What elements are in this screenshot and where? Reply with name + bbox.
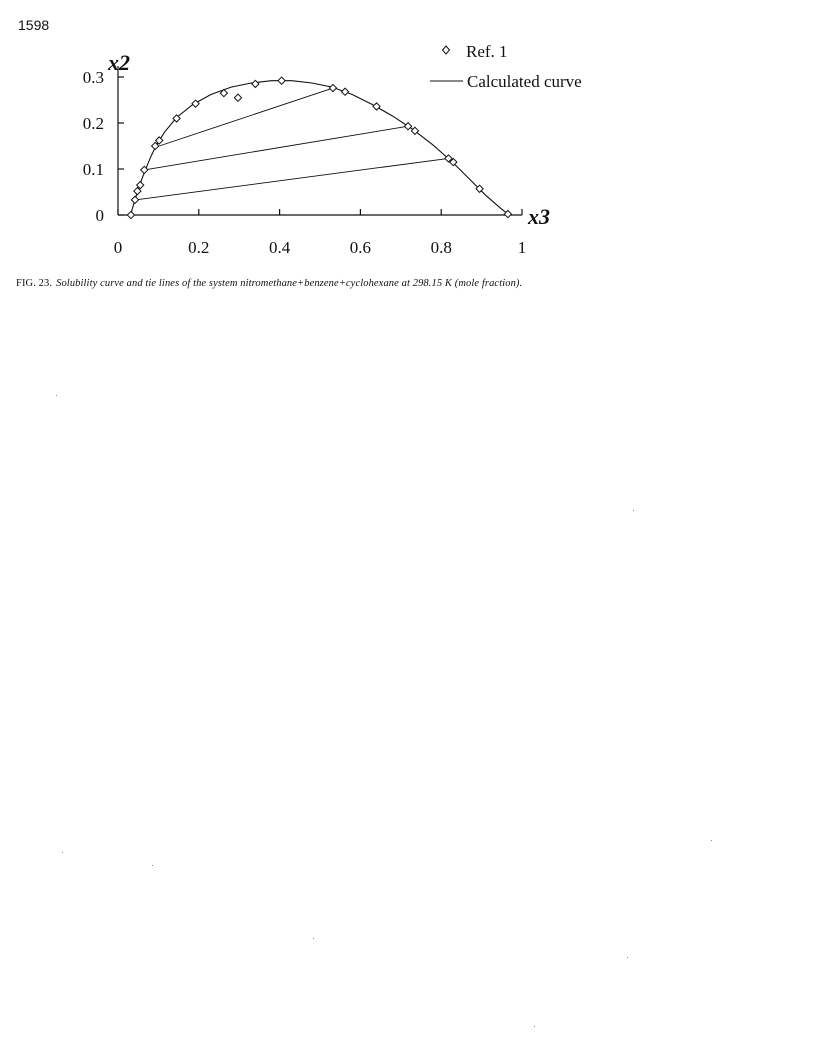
data-markers (127, 77, 511, 219)
x-tick-label: 0.8 (430, 238, 452, 257)
y-tick-label: 0.3 (82, 68, 104, 87)
calculated-curve (131, 81, 508, 215)
data-point (127, 211, 134, 218)
scan-speck (62, 852, 63, 853)
calculated-curve-line (131, 81, 508, 215)
y-tick-label: 0.1 (82, 160, 104, 179)
tie-line (144, 126, 408, 170)
scan-speck (313, 938, 314, 939)
scan-speck (711, 840, 712, 841)
x-axis-label: x3 (528, 204, 550, 229)
x-tick-label: 0.4 (268, 238, 291, 257)
y-tick-label: 0 (95, 206, 104, 225)
scan-speck (627, 957, 628, 958)
data-point (404, 123, 411, 130)
x-tick-label: 1 (517, 238, 527, 257)
scan-speck (534, 1026, 535, 1027)
legend-markers-label: Ref. 1 (466, 42, 508, 61)
caption-label: FIG. 23. (16, 278, 53, 289)
data-point (156, 137, 163, 144)
legend-diamond-icon (443, 46, 450, 54)
scan-speck (56, 395, 57, 396)
data-point (252, 80, 259, 87)
page-number: 1598 (18, 17, 50, 33)
y-axis-label: x2 (108, 50, 130, 75)
legend-curve-label: Calculated curve (467, 72, 582, 91)
x-tick-label: 0.6 (349, 238, 372, 257)
tie-lines (136, 88, 448, 200)
data-point (341, 88, 348, 95)
data-point (329, 84, 336, 91)
data-point (131, 196, 138, 203)
x-tick-label: 0.2 (188, 238, 210, 257)
scan-speck (152, 865, 153, 866)
data-point (234, 94, 241, 101)
figure-caption (16, 278, 522, 289)
data-point (278, 77, 285, 84)
x-tick-label: 0 (113, 238, 123, 257)
scan-speck (633, 510, 634, 511)
caption-text: Solubility curve and tie lines of the system nitromethane+benzene+cyclohexane at 298.15 K (mole fraction). (56, 278, 523, 289)
solubility-chart (0, 0, 821, 300)
legend (430, 42, 582, 91)
y-tick-label: 0.2 (82, 114, 104, 133)
x-ticks (114, 209, 527, 257)
tie-line (159, 88, 333, 146)
tie-line (136, 158, 448, 199)
